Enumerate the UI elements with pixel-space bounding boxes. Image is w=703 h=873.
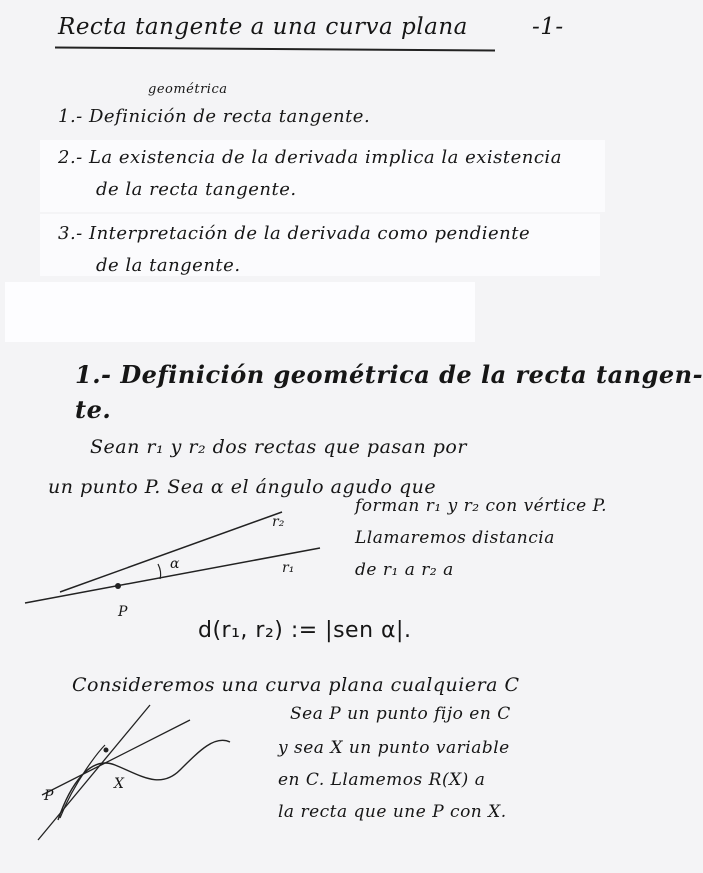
outline-item-2-line-2: de la recta tangente. [96, 179, 297, 200]
paragraph-line: Sean r₁ y r₂ dos rectas que pasan por [90, 436, 467, 458]
page-number: -1- [532, 14, 564, 40]
outline-item-3-line-2: de la tangente. [96, 255, 241, 276]
label-r2: r₂ [272, 514, 285, 530]
section-heading-line-2: te. [75, 395, 112, 424]
paragraph-line: de r₁ a r₂ a [355, 560, 454, 580]
label-alpha: α [170, 556, 180, 572]
outline-item-2-line-1: 2.- La existencia de la derivada implica la existencia [58, 147, 562, 168]
paragraph-line: Llamaremos distancia [355, 528, 555, 548]
label-X: X [114, 776, 124, 792]
title-underline [55, 46, 495, 51]
label-P: P [118, 604, 128, 620]
line-r2 [60, 512, 282, 592]
outline-insert-word: geométrica [148, 82, 228, 97]
curve-secant-figure [30, 690, 240, 850]
angle-arc [158, 564, 161, 579]
paragraph-line: Sea P un punto fijo en C [290, 704, 511, 724]
paragraph-line: forman r₁ y r₂ con vértice P. [355, 496, 608, 516]
page-title: Recta tangente a una curva plana [58, 14, 468, 40]
vertex-point [115, 583, 121, 589]
label-r1: r₁ [282, 560, 295, 576]
label-P: P [44, 788, 54, 804]
paragraph-line: un punto P. Sea α el ángulo agudo que [48, 476, 437, 498]
distance-formula: d(r₁, r₂) := |sen α|. [198, 618, 412, 643]
paragraph-line: la recta que une P con X. [278, 802, 507, 822]
curve-C-left-branch [60, 745, 105, 818]
paragraph-line: y sea X un punto variable [278, 738, 510, 758]
paragraph-line: en C. Llamemos R(X) a [278, 770, 486, 790]
angle-between-lines-figure [20, 500, 330, 620]
outline-item-3-line-1: 3.- Interpretación de la derivada como pendiente [58, 223, 531, 244]
point-marker [104, 748, 109, 753]
highlight-band [5, 282, 475, 342]
section-heading-line-1: 1.- Definición geométrica de la recta tangen- [75, 360, 703, 389]
outline-item-1: 1.- Definición de recta tangente. [58, 106, 371, 127]
curve-C [58, 740, 230, 820]
paragraph-line: Consideremos una curva plana cualquiera C [72, 674, 520, 696]
